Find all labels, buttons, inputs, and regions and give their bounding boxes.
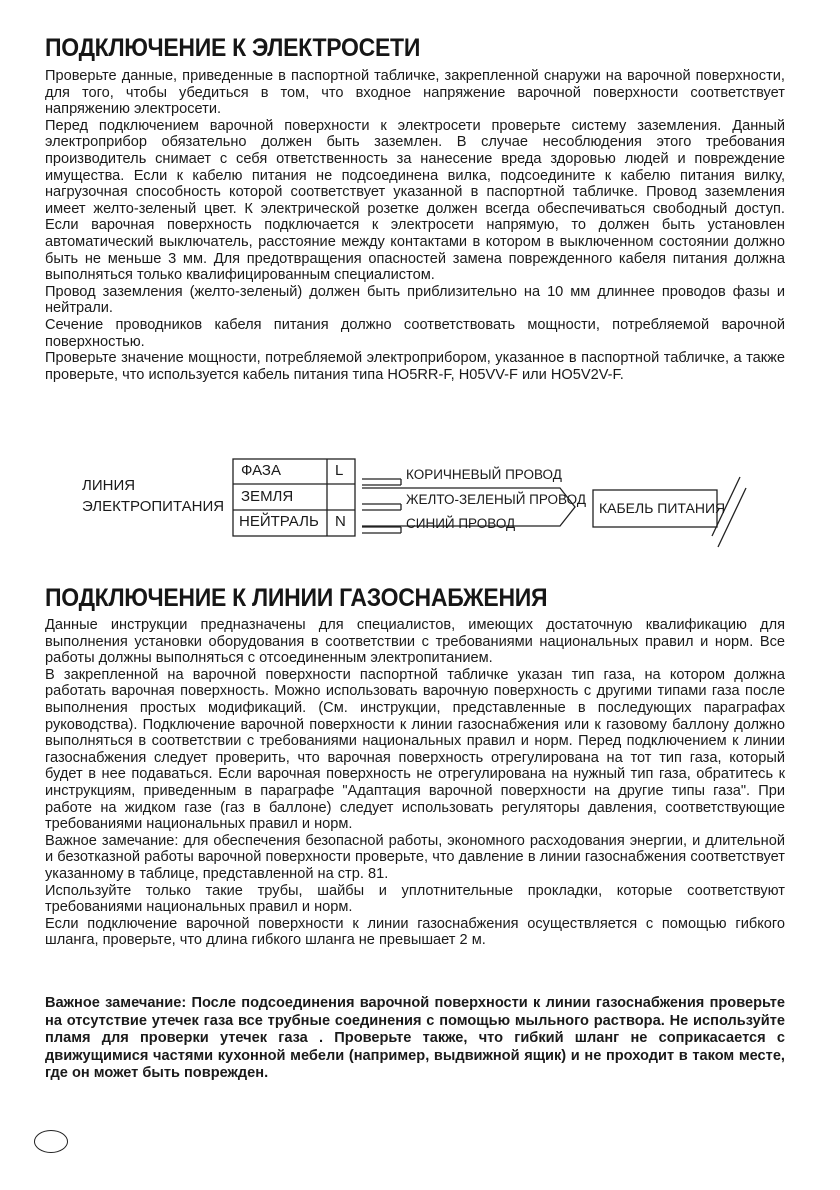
electric-paragraph-5: Проверьте значение мощности, потребляемой электроприбором, указанное в паспортной табличке, а также проверьте, что используется кабель питания типа HO5RR-F, H05VV-F или HO5V2V-F. [45, 350, 785, 383]
power-cable-label: КАБЕЛЬ ПИТАНИЯ [599, 500, 726, 516]
gas-paragraph-3: Важное замечание: для обеспечения безопасной работы, экономного расходования энергии, и длительной и безотказной работы варочной поверхности проверьте, что давление в линии газоснабжения соответствует указанному в таблице, представленной на стр. 81. [45, 832, 785, 882]
electric-section-body [45, 68, 785, 383]
yellow-green-wire-line [362, 504, 401, 510]
blue-wire-label: СИНИЙ ПРОВОД [406, 516, 516, 531]
gas-section-body [45, 617, 785, 949]
blue-wire-line [362, 527, 401, 533]
neutral-code: N [335, 513, 346, 530]
phase-label: ФАЗА [241, 462, 281, 479]
brown-wire-label: КОРИЧНЕВЫЙ ПРОВОД [406, 467, 562, 482]
ground-label: ЗЕМЛЯ [241, 488, 294, 505]
gas-paragraph-2: В закрепленной на варочной поверхности паспортной табличке указан тип газа, на котором должна работать варочная поверхность. Можно использовать варочную поверхность с другими типами газа после выполнения простых модификаций. (См. инструкции, представленные в последующих параграфах руководства). Подключение варочной поверхности к линии газоснабжения или к газовому баллону должно выполняться в соответствии с требованиями национальных правил и норм. Перед подключением к линии газоснабжения следует проверить, что варочная поверхность отрегулирована на тот тип газа, который будет в нее подаваться. Если варочная поверхность не отрегулирована на нужный тип газа, обратитесь к инструкциям, приведенным в параграфе "Адаптация варочной поверхности на другие типы газа". При работе на жидком газе (газ в баллоне) следует использовать регуляторы давления, соответствующие требованиями национальных правил и норм. [45, 666, 785, 833]
wiring-diagram [0, 455, 840, 565]
electric-paragraph-4: Сечение проводников кабеля питания должно соответствовать мощности, потребляемой варочной поверхностью. [45, 316, 785, 350]
power-line-label-2: ЭЛЕКТРОПИТАНИЯ [82, 498, 225, 515]
brown-wire-line [362, 479, 401, 485]
yellow-green-wire-label: ЖЕЛТО-ЗЕЛЕНЫЙ ПРОВОД [406, 492, 586, 507]
phase-code: L [335, 462, 344, 479]
power-line-label-1: ЛИНИЯ [82, 477, 136, 494]
electric-paragraph-1: Проверьте данные, приведенные в паспортной табличке, закрепленной снаружи на варочной поверхности, для того, чтобы убедиться в том, что входное напряжение варочной поверхности соответствует напряжению электросети. [45, 68, 785, 118]
page-marker-oval [34, 1130, 68, 1153]
gas-paragraph-5: Если подключение варочной поверхности к линии газоснабжения осуществляется с помощью гибкого шланга, проверьте, что длина гибкого шланга не превышает 2 м. [45, 915, 785, 949]
electric-section-title: ПОДКЛЮЧЕНИЕ К ЭЛЕКТРОСЕТИ [45, 34, 421, 62]
gas-section-title: ПОДКЛЮЧЕНИЕ К ЛИНИИ ГАЗОСНАБЖЕНИЯ [45, 584, 548, 612]
gas-important-note: Важное замечание: После подсоединения варочной поверхности к линии газоснабжения проверьте на отсутствие утечек газа все трубные соединения с помощью мыльного раствора. Не используйте пламя для проверки утечек газа . Проверьте также, что гибкий шланг не соприкасается с движущимися частями кухонной мебели (например, выдвижной ящик) и не проходит в таком месте, где он может быть поврежден. [45, 995, 785, 1081]
gas-paragraph-1: Данные инструкции предназначены для специалистов, имеющих достаточную квалификацию для выполнения установки оборудования в соответствии с требованиями национальных правил и норм. Все работы должны выполняться с отсоединенным электропитанием. [45, 617, 785, 667]
gas-paragraph-4: Используйте только такие трубы, шайбы и уплотнительные прокладки, которые соответствуют требованиями национальных правил и норм. [45, 882, 785, 916]
neutral-label: НЕЙТРАЛЬ [239, 513, 319, 530]
electric-paragraph-3: Провод заземления (желто-зеленый) должен быть приблизительно на 10 мм длиннее проводов фазы и нейтрали. [45, 283, 785, 317]
electric-paragraph-2: Перед подключением варочной поверхности к электросети проверьте систему заземления. Данный электроприбор обязательно должен быть заземлен. В случае несоблюдения этого требования производитель снимает с себя ответственность за нанесение вреда здоровью людей и повреждение имущества. Если к кабелю питания не подсоединена вилка, подсоедините к кабелю питания вилку, нагрузочная способность которой соответствует указанной в паспортной табличке. Провод заземления имеет желто-зеленый цвет. К электрической розетке должен всегда обеспечиваться свободный доступ. Если варочная поверхность подключается к электросети напрямую, то должен быть установлен автоматический выключатель, расстояние между контактами в котором в выключенном состоянии должно быть не меньше 3 мм. Для предотвращения опасностей замена поврежденного кабеля питания должна выполняться только квалифицированным специалистом. [45, 117, 785, 284]
